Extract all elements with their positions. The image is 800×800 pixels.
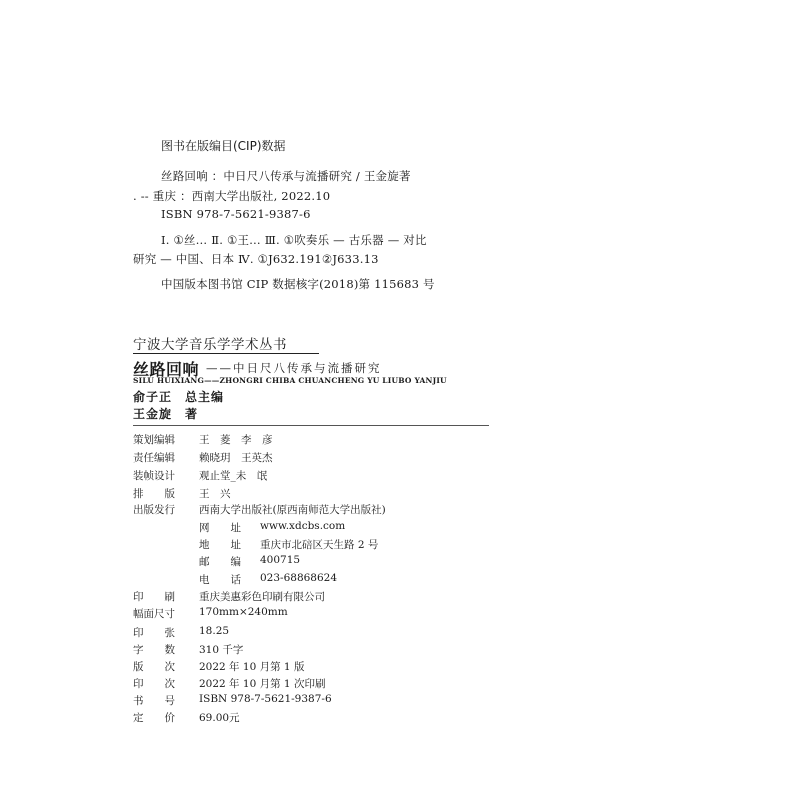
- info-value: 2022 年 10 月第 1 次印刷: [199, 678, 326, 690]
- info-divider: [133, 425, 489, 426]
- info-label: 印 次: [133, 678, 175, 690]
- cip-heading: 图书在版编目(CIP)数据: [161, 139, 286, 153]
- cip-line-record-number: 中国版本图书馆 CIP 数据核字(2018)第 115683 号: [161, 277, 435, 291]
- info-value: 赖晓玥 王英杰: [199, 452, 273, 464]
- info-value: 69.00元: [199, 712, 240, 724]
- publisher-postcode: 400715: [260, 554, 301, 566]
- book-title: 丝路回响: [133, 360, 200, 379]
- author: 王金旋 著: [133, 407, 199, 421]
- publisher-detail-label: 地 址: [199, 539, 241, 551]
- info-value: 18.25: [199, 625, 230, 637]
- publisher-detail-label: 电 话: [199, 574, 241, 586]
- book-subtitle: ——中日尺八传承与流播研究: [206, 361, 382, 375]
- info-label: 字 数: [133, 644, 175, 656]
- info-value: 观止堂_未 氓: [199, 470, 268, 482]
- info-label: 印 刷: [133, 591, 175, 603]
- publisher-website: www.xdcbs.com: [260, 520, 346, 532]
- info-value: 王 兴: [199, 488, 231, 500]
- title-divider: [133, 353, 319, 354]
- info-label: 出版发行: [133, 504, 175, 516]
- info-label: 印 张: [133, 627, 175, 639]
- info-value: ISBN 978-7-5621-9387-6: [199, 693, 332, 705]
- info-value: 重庆美惠彩色印刷有限公司: [199, 591, 325, 603]
- publisher-address: 重庆市北碚区天生路 2 号: [260, 539, 379, 551]
- info-value: 310 千字: [199, 644, 244, 656]
- cip-line-classification: Ⅰ. ①丝… Ⅱ. ①王… Ⅲ. ①吹奏乐 — 古乐器 — 对比: [161, 233, 427, 247]
- info-label: 幅面尺寸: [133, 608, 175, 620]
- info-label: 装帧设计: [133, 470, 175, 482]
- info-label: 排 版: [133, 488, 175, 500]
- cip-line-publisher: . -- 重庆 ：西南大学出版社, 2022.10: [133, 189, 331, 203]
- info-label: 责任编辑: [133, 452, 175, 464]
- info-label: 定 价: [133, 712, 175, 724]
- publisher-detail-label: 网 址: [199, 522, 241, 534]
- info-label: 策划编辑: [133, 434, 175, 446]
- publisher-phone: 023-68868624: [260, 572, 338, 584]
- info-value: 170mm×240mm: [199, 606, 288, 618]
- info-label: 书 号: [133, 695, 175, 707]
- cip-line-title: 丝路回响 ：中日尺八传承与流播研究 / 王金旋著: [161, 169, 411, 183]
- cip-line-isbn: ISBN 978-7-5621-9387-6: [161, 207, 311, 221]
- publisher-detail-label: 邮 编: [199, 556, 241, 568]
- chief-editor: 俞子正 总主编: [133, 390, 225, 404]
- series-title: 宁波大学音乐学学术丛书: [133, 337, 287, 353]
- info-value: 2022 年 10 月第 1 版: [199, 661, 305, 673]
- info-value: 王 菱 李 彦: [199, 434, 273, 446]
- cip-line-classification-cont: 研究 — 中国、日本 Ⅳ. ①J632.191②J633.13: [133, 252, 379, 266]
- info-value: 西南大学出版社(原西南师范大学出版社): [199, 504, 386, 516]
- info-label: 版 次: [133, 661, 175, 673]
- book-pinyin-title: SILU HUIXIANG——ZHONGRI CHIBA CHUANCHENG YU LIUBO YANJIU: [133, 376, 447, 385]
